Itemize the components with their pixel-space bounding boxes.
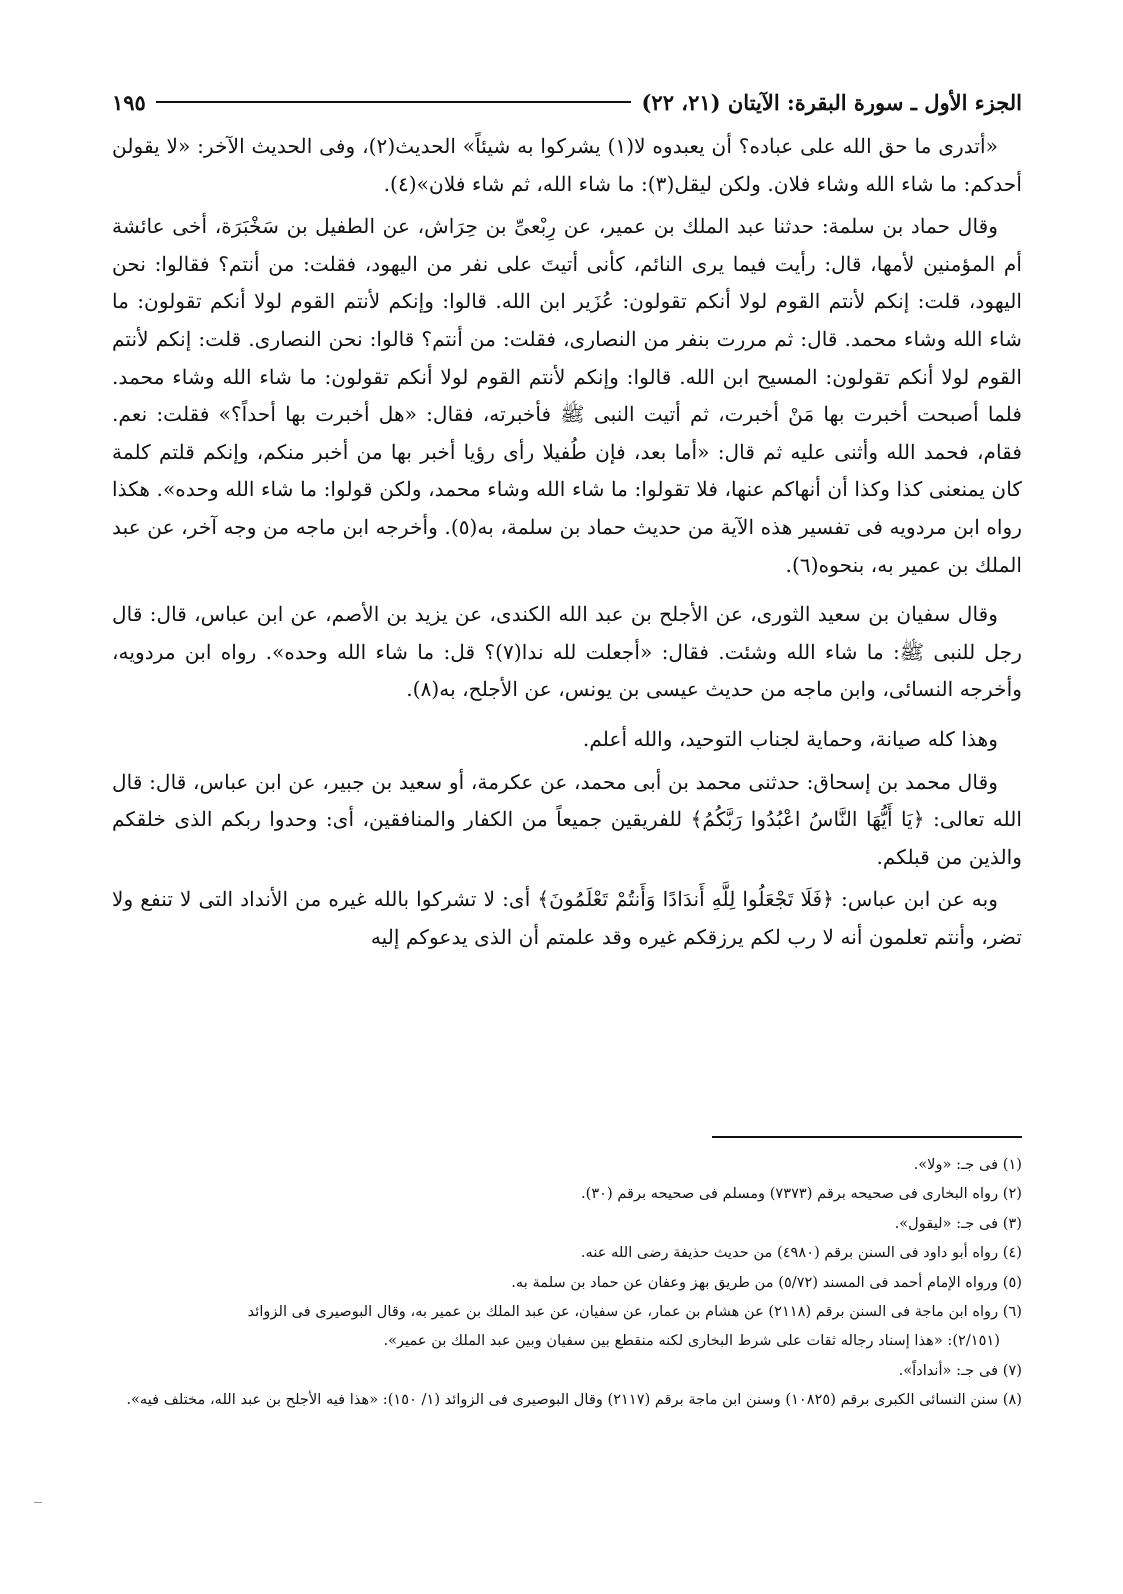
footnote-divider (712, 1136, 1022, 1138)
paragraph: وقال سفيان بن سعيد الثورى، عن الأجلح بن عبد الله الكندى، عن يزيد بن الأصم، عن ابن عباس، قال: قال رجل للنبى ﷺ: ما شاء الله وشئت. فقال: «أجعلت لله ندا(٧)؟ قل: ما شاء الله وحده». رواه ابن مردويه، وأخرجه النسائى، وابن ماجه من حديث عيسى بن يونس، عن الأجلح، به(٨). (112, 602, 1022, 702)
footnote: (٧) فى جـ: «أنداداً». (898, 1361, 1022, 1379)
footnote-continuation: (٢/١٥١): «هذا إسناد رجاله ثقات على شرط البخارى لكنه منقطع بين سفيان وبين عبد الملك بن عمير». (383, 1332, 1000, 1350)
footnote: (٣) فى جـ: «ليقول». (894, 1214, 1022, 1232)
footnotes (112, 1150, 1022, 1415)
page-number: ١٩٥ (112, 89, 146, 115)
header-rule (156, 101, 632, 103)
paragraph: وبه عن ابن عباس: ﴿فَلَا تَجْعَلُوا لِلَّهِ أَندَادًا وَأَنتُمْ تَعْلَمُونَ﴾ أى: لا تشركوا بالله غيره من الأنداد التى لا تنفع ولا تضر، وأنتم تعلمون أنه لا رب لكم يرزقكم غيره وقد علمتم أن الذى يدعوكم إليه (112, 887, 1022, 949)
paragraph: «أتدرى ما حق الله على عباده؟ أن يعبدوه لا(١) يشركوا به شيئاً» الحديث(٢)، وفى الحديث الآخر: «لا يقولن أحدكم: ما شاء الله وشاء فلان. ولكن ليقل(٣): ما شاء الله، ثم شاء فلان»(٤). (112, 134, 1022, 196)
footnote: (٢) رواه البخارى فى صحيحه برقم (٧٣٧٣) ومسلم فى صحيحه برقم (٣٠). (580, 1185, 1022, 1203)
footnote: (٨) سنن النسائى الكبرى برقم (١٠٨٢٥) وسنن ابن ماجة برقم (٢١١٧) وقال البوصيرى فى الزوائد (١/ ١٥٠): «هذا فيه الأجلح بن عبد الله، مختلف فيه». (126, 1391, 1022, 1409)
main-text (112, 128, 1022, 961)
scan-mark (34, 1502, 42, 1503)
running-title: الجزء الأول ـ سورة البقرة: الآيتان (٢١، ٢٢) (641, 89, 1022, 115)
footnote: (٦) رواه ابن ماجة فى السنن برقم (٢١١٨) عن هشام بن عمار، عن سفيان، عن عبد الملك بن عمير به، وقال البوصيرى فى الزوائد (247, 1303, 1022, 1321)
paragraph: وهذا كله صيانة، وحماية لجناب التوحيد، والله أعلم. (582, 726, 998, 751)
footnote: (٥) ورواه الإمام أحمد فى المسند (٥/٧٢) من طريق بهز وعفان عن حماد بن سلمة به. (511, 1273, 1022, 1291)
paragraph: وقال حماد بن سلمة: حدثنا عبد الملك بن عمير، عن رِبْعىِّ بن حِرَاش، عن الطفيل بن سَخْبَرَة، أخى عائشة أم المؤمنين لأمها، قال: رأيت فيما يرى النائم، كأنى أتيتَ على نفر من اليهود، فقلت: من أنتم؟ فقالوا: نحن اليهود، قلت: إنكم لأنتم القوم لولا أنكم تقولون: عُزَير ابن الله. قالوا: وإنكم لأنتم القوم لولا أنكم تقولون: ما شاء الله وشاء محمد. قال: ثم مررت بنفر من النصارى، فقلت: من أنتم؟ قالوا: نحن النصارى. قلت: إنكم لأنتم القوم لولا أنكم تقولون: المسيح ابن الله. قالوا: وإنكم لأنتم القوم لولا أنكم تقولون: ما شاء الله وشاء محمد. فلما أصبحت أخبرت بها مَنْ أخبرت، ثم أتيت النبى ﷺ فأخبرته، فقال: «هل أخبرت بها أحداً؟» فقلت: نعم. فقام، فحمد الله وأثنى عليه ثم قال: «أما بعد، فإن طُفيلا رأى رؤيا أخبر بها من أخبر منكم، وإنكم قلتم كلمة كان يمنعنى كذا وكذا أن أنهاكم عنها، فلا تقولوا: ما شاء الله وشاء محمد، ولكن قولوا: ما شاء الله وحده». هكذا رواه ابن مردويه فى تفسير هذه الآية من حديث حماد بن سلمة، به(٥). وأخرجه ابن ماجه من وجه آخر، عن عبد الملك بن عمير به، بنحوه(٦). (112, 214, 1022, 577)
footnote: (١) فى جـ: «ولا». (913, 1156, 1022, 1173)
paragraph: وقال محمد بن إسحاق: حدثنى محمد بن أبى محمد، عن عكرمة، أو سعيد بن جبير، عن ابن عباس، قال: قال الله تعالى: ﴿يَا أَيُّهَا النَّاسُ اعْبُدُوا رَبَّكُمُ﴾ للفريقين جميعاً من الكفار والمنافقين، أى: وحدوا ربكم الذى خلقكم والذين من قبلكم. (112, 769, 1022, 869)
running-header (112, 82, 1022, 122)
footnote: (٤) رواه أبو داود فى السنن برقم (٤٩٨٠) من حديث حذيفة رضى الله عنه. (580, 1244, 1022, 1262)
